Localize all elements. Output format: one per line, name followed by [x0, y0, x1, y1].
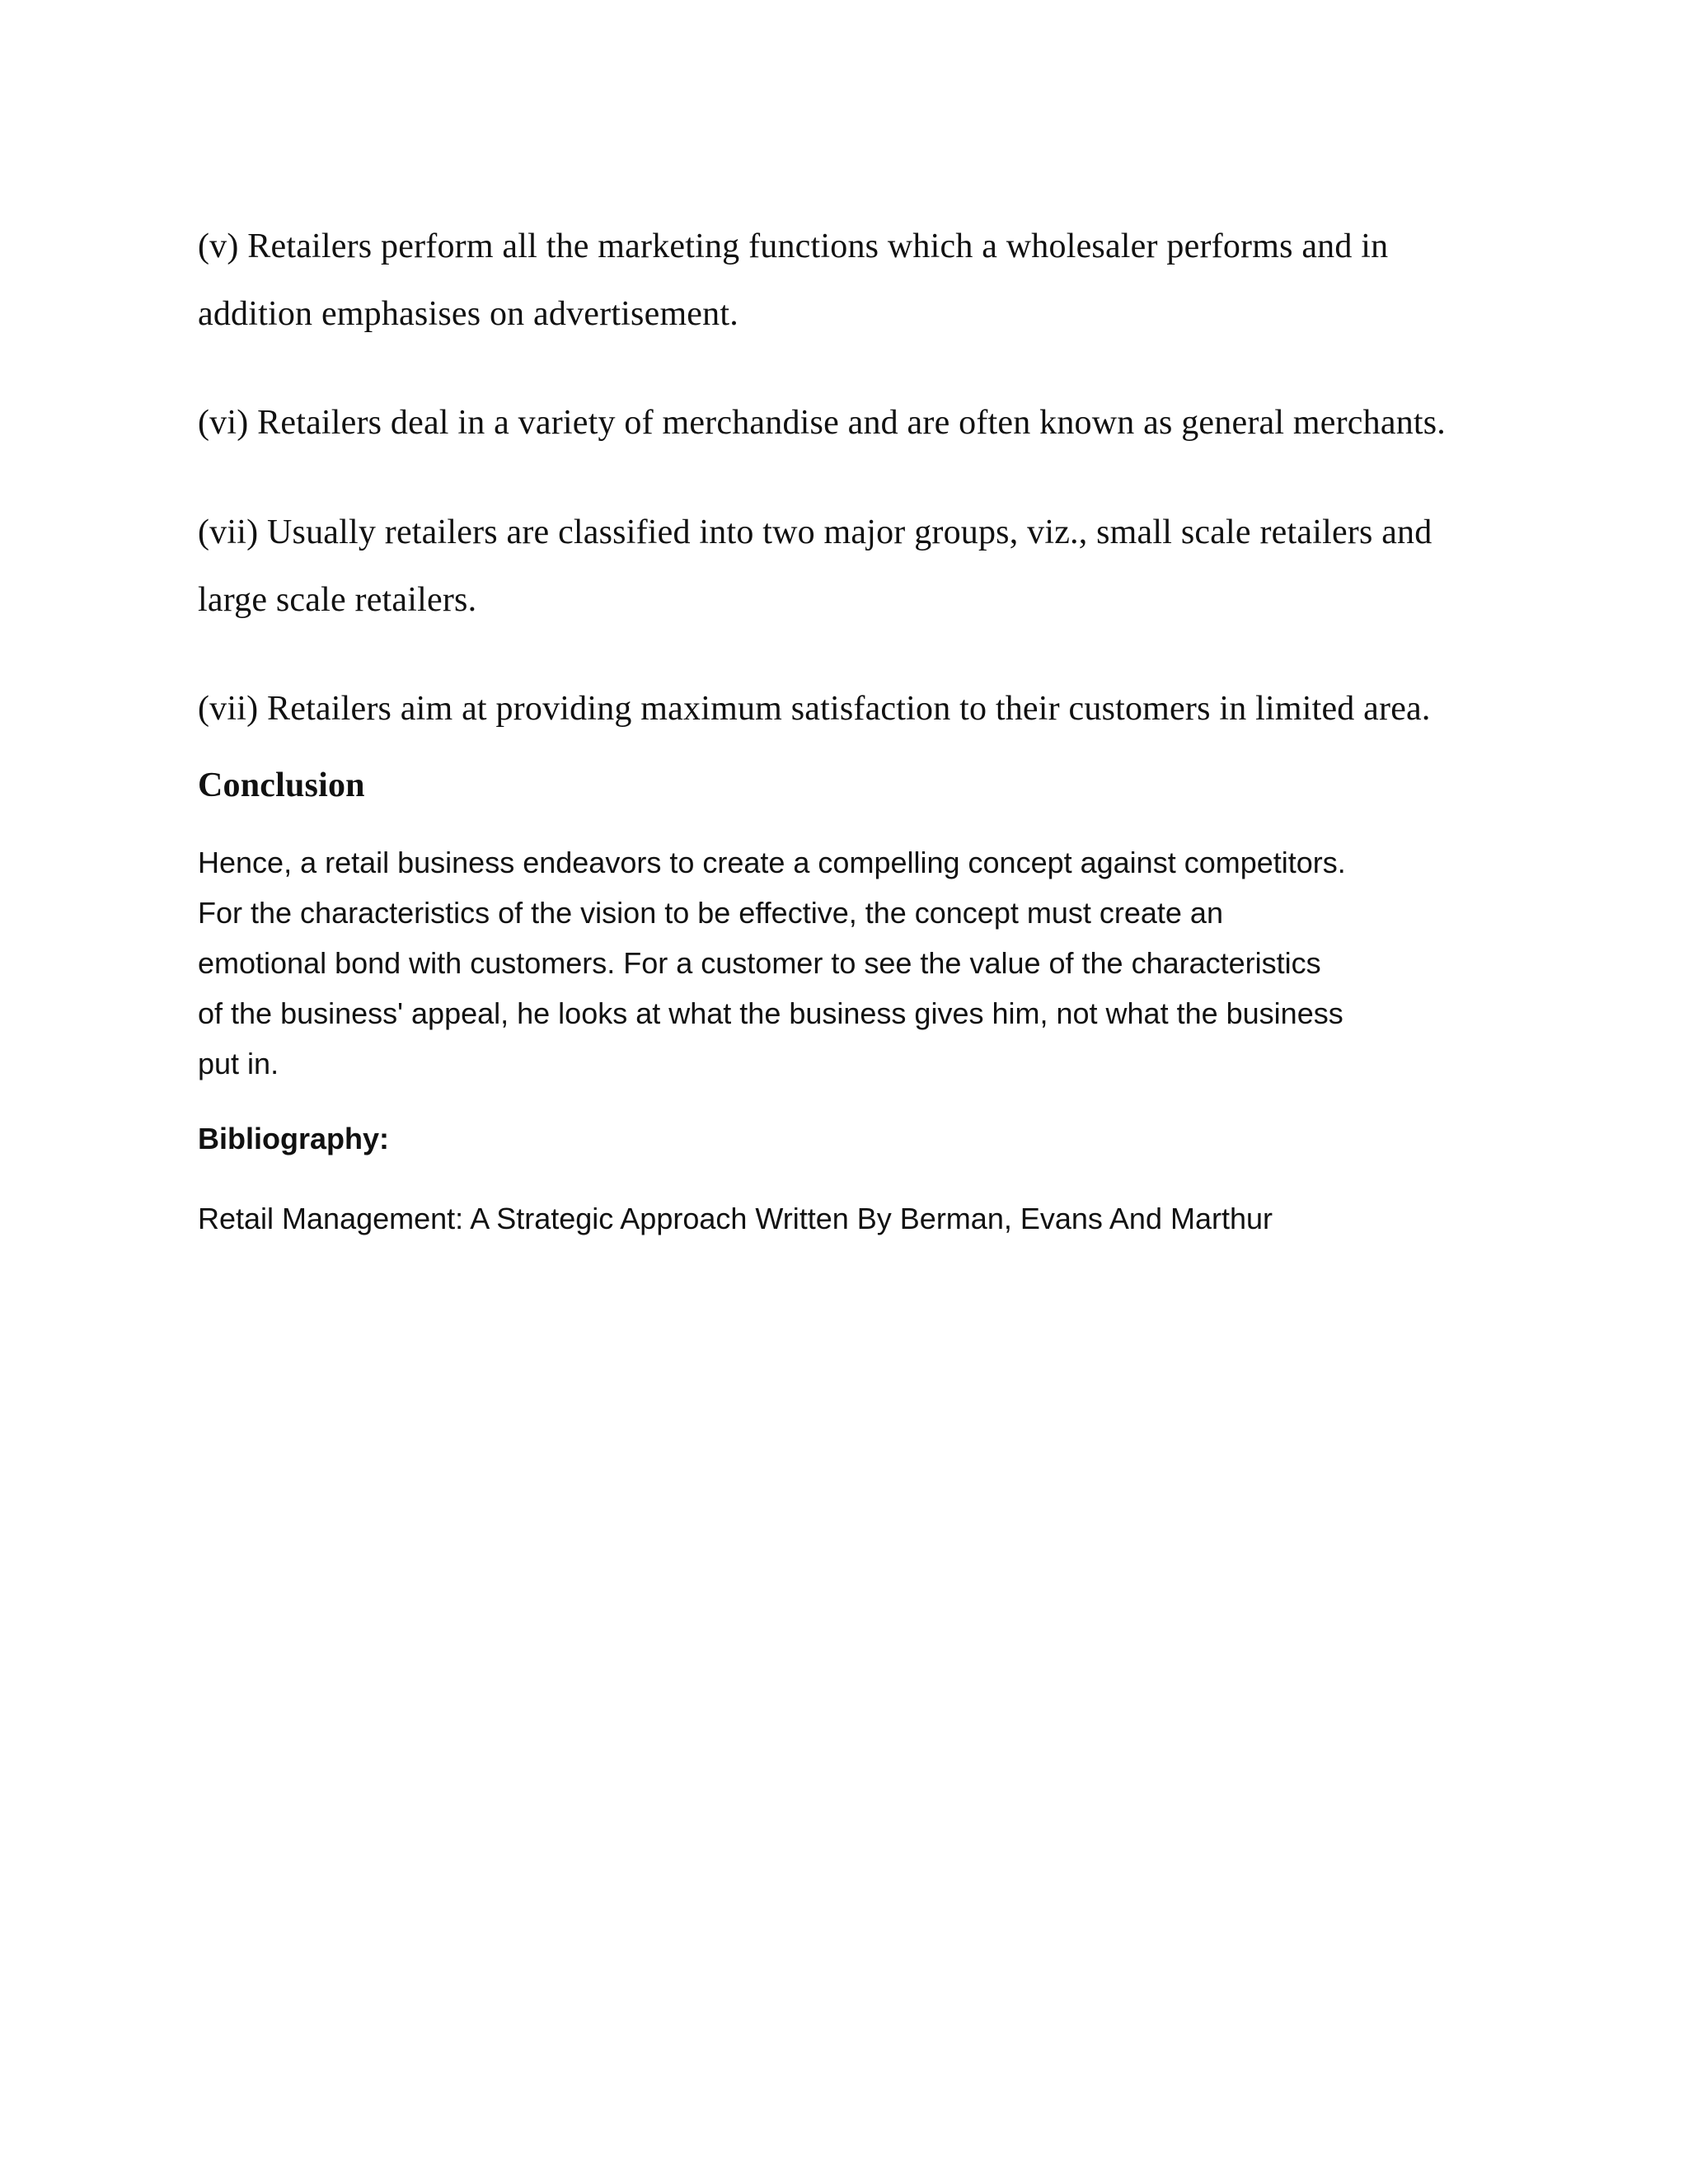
conclusion-paragraph	[198, 837, 1500, 1089]
point-vi-line-1: (vi) Retailers deal in a variety of merchandise and are often known as general merchants.	[198, 404, 1447, 442]
bibliography-heading-label: Bibliography	[198, 1122, 380, 1155]
point-vi-paragraph	[198, 389, 1500, 457]
conclusion-line-1: Hence, a retail business endeavors to create a compelling concept against competitors.	[198, 846, 1346, 879]
point-vii-second-line-1: (vii) Retailers aim at providing maximum satisfaction to their customers in limited area.	[198, 690, 1431, 728]
point-v-line-1: (v) Retailers perform all the marketing functions which a wholesaler performs and in	[198, 227, 1389, 265]
bibliography-heading-colon: :	[379, 1122, 390, 1155]
point-vii-line-2: large scale retailers.	[198, 581, 477, 619]
point-v-line-2: addition emphasises on advertisement.	[198, 295, 738, 333]
bibliography-entry: Retail Management: A Strategic Approach Written By Berman, Evans And Marthur	[198, 1202, 1273, 1235]
conclusion-line-2: For the characteristics of the vision to be effective, the concept must create an	[198, 896, 1223, 930]
conclusion-line-5: put in.	[198, 1047, 279, 1080]
conclusion-heading: Conclusion	[198, 766, 365, 804]
conclusion-line-3: emotional bond with customers. For a customer to see the value of the characteristics	[198, 946, 1321, 980]
point-vii-second-paragraph	[198, 675, 1500, 743]
conclusion-line-4: of the business' appeal, he looks at what the business gives him, not what the business	[198, 996, 1343, 1030]
point-vii-paragraph	[198, 499, 1500, 634]
point-vii-line-1: (vii) Usually retailers are classified into two major groups, viz., small scale retailers and	[198, 513, 1432, 551]
point-v-paragraph	[198, 213, 1500, 348]
bibliography-heading	[198, 1114, 1500, 1164]
